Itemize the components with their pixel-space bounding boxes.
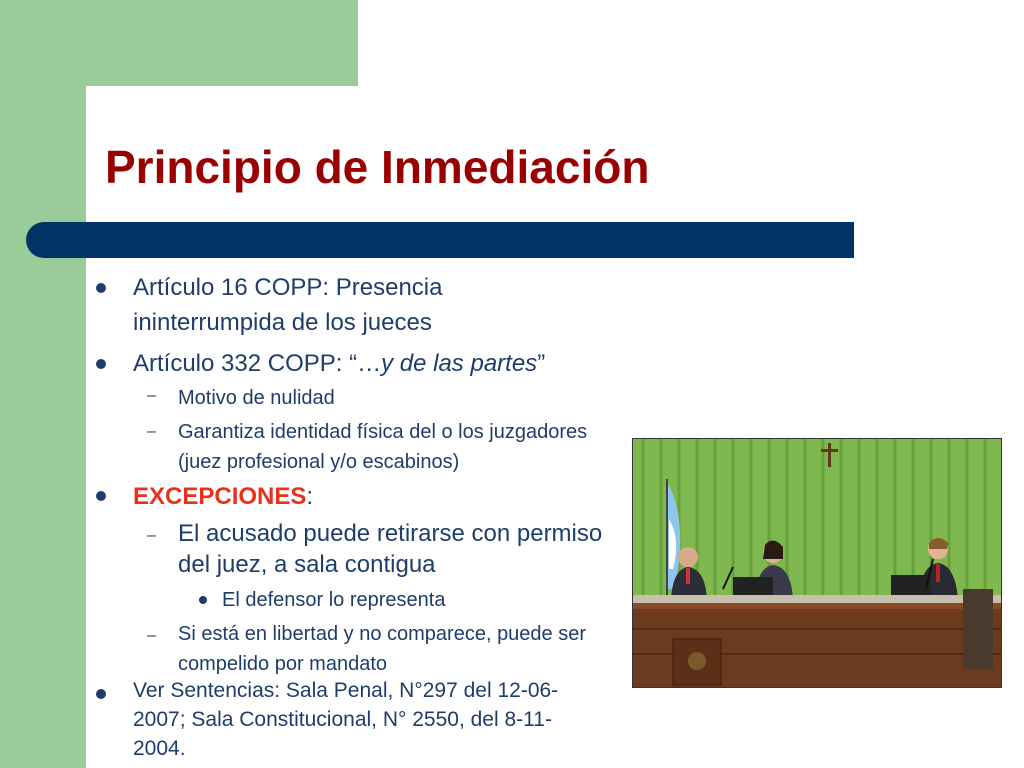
exceptions-colon: :	[306, 483, 314, 510]
bullet-text-close: ”	[537, 350, 546, 377]
bullet-dot	[96, 283, 106, 293]
bullet-text: Ver Sentencias: Sala Penal, N°297 del 12-06-2007; Sala Constitucional, N° 2550, del 8-11-2004.	[133, 679, 559, 760]
courtroom-photo	[632, 438, 1002, 688]
crucifix-icon	[828, 443, 831, 467]
exceptions-heading: EXCEPCIONES	[133, 483, 307, 510]
bullet-dot	[96, 689, 106, 699]
bullet-item	[133, 676, 603, 763]
bullet-text: Artículo 332 COPP: “…	[133, 350, 382, 377]
dash-marker: –	[147, 423, 156, 440]
bullet-dot	[96, 491, 106, 501]
sub-text: Garantiza identidad física del o los juzgadores (juez profesional y/o escabinos)	[178, 421, 588, 473]
emblem-icon	[688, 652, 706, 670]
sub-sub-text: El defensor lo representa	[222, 589, 446, 611]
bullet-item	[133, 346, 653, 381]
sub-item	[178, 619, 618, 679]
dash-marker: –	[147, 387, 156, 404]
bullet-item	[133, 270, 533, 340]
sub-item	[178, 417, 623, 477]
bullet-quote: y de las partes	[381, 350, 538, 377]
dash-marker: –	[147, 527, 156, 544]
sub-item	[178, 383, 618, 413]
bullet-dot	[199, 596, 207, 604]
slide-title: Principio de Inmediación	[105, 141, 650, 193]
sub-text: Si está en libertad y no comparece, puede ser compelido por mandato	[178, 623, 587, 675]
sub-sub-item	[222, 586, 602, 614]
bullet-item	[133, 479, 433, 514]
dash-marker: –	[147, 627, 156, 644]
sub-item	[178, 518, 633, 580]
bullet-dot	[96, 359, 106, 369]
courtroom-illustration	[633, 439, 1001, 687]
sub-text: El acusado puede retirarse con permiso del juez, a sala contigua	[178, 520, 603, 578]
sub-text: Motivo de nulidad	[178, 387, 335, 409]
bullet-text: Artículo 16 COPP: Presencia ininterrumpida de los jueces	[133, 274, 443, 336]
